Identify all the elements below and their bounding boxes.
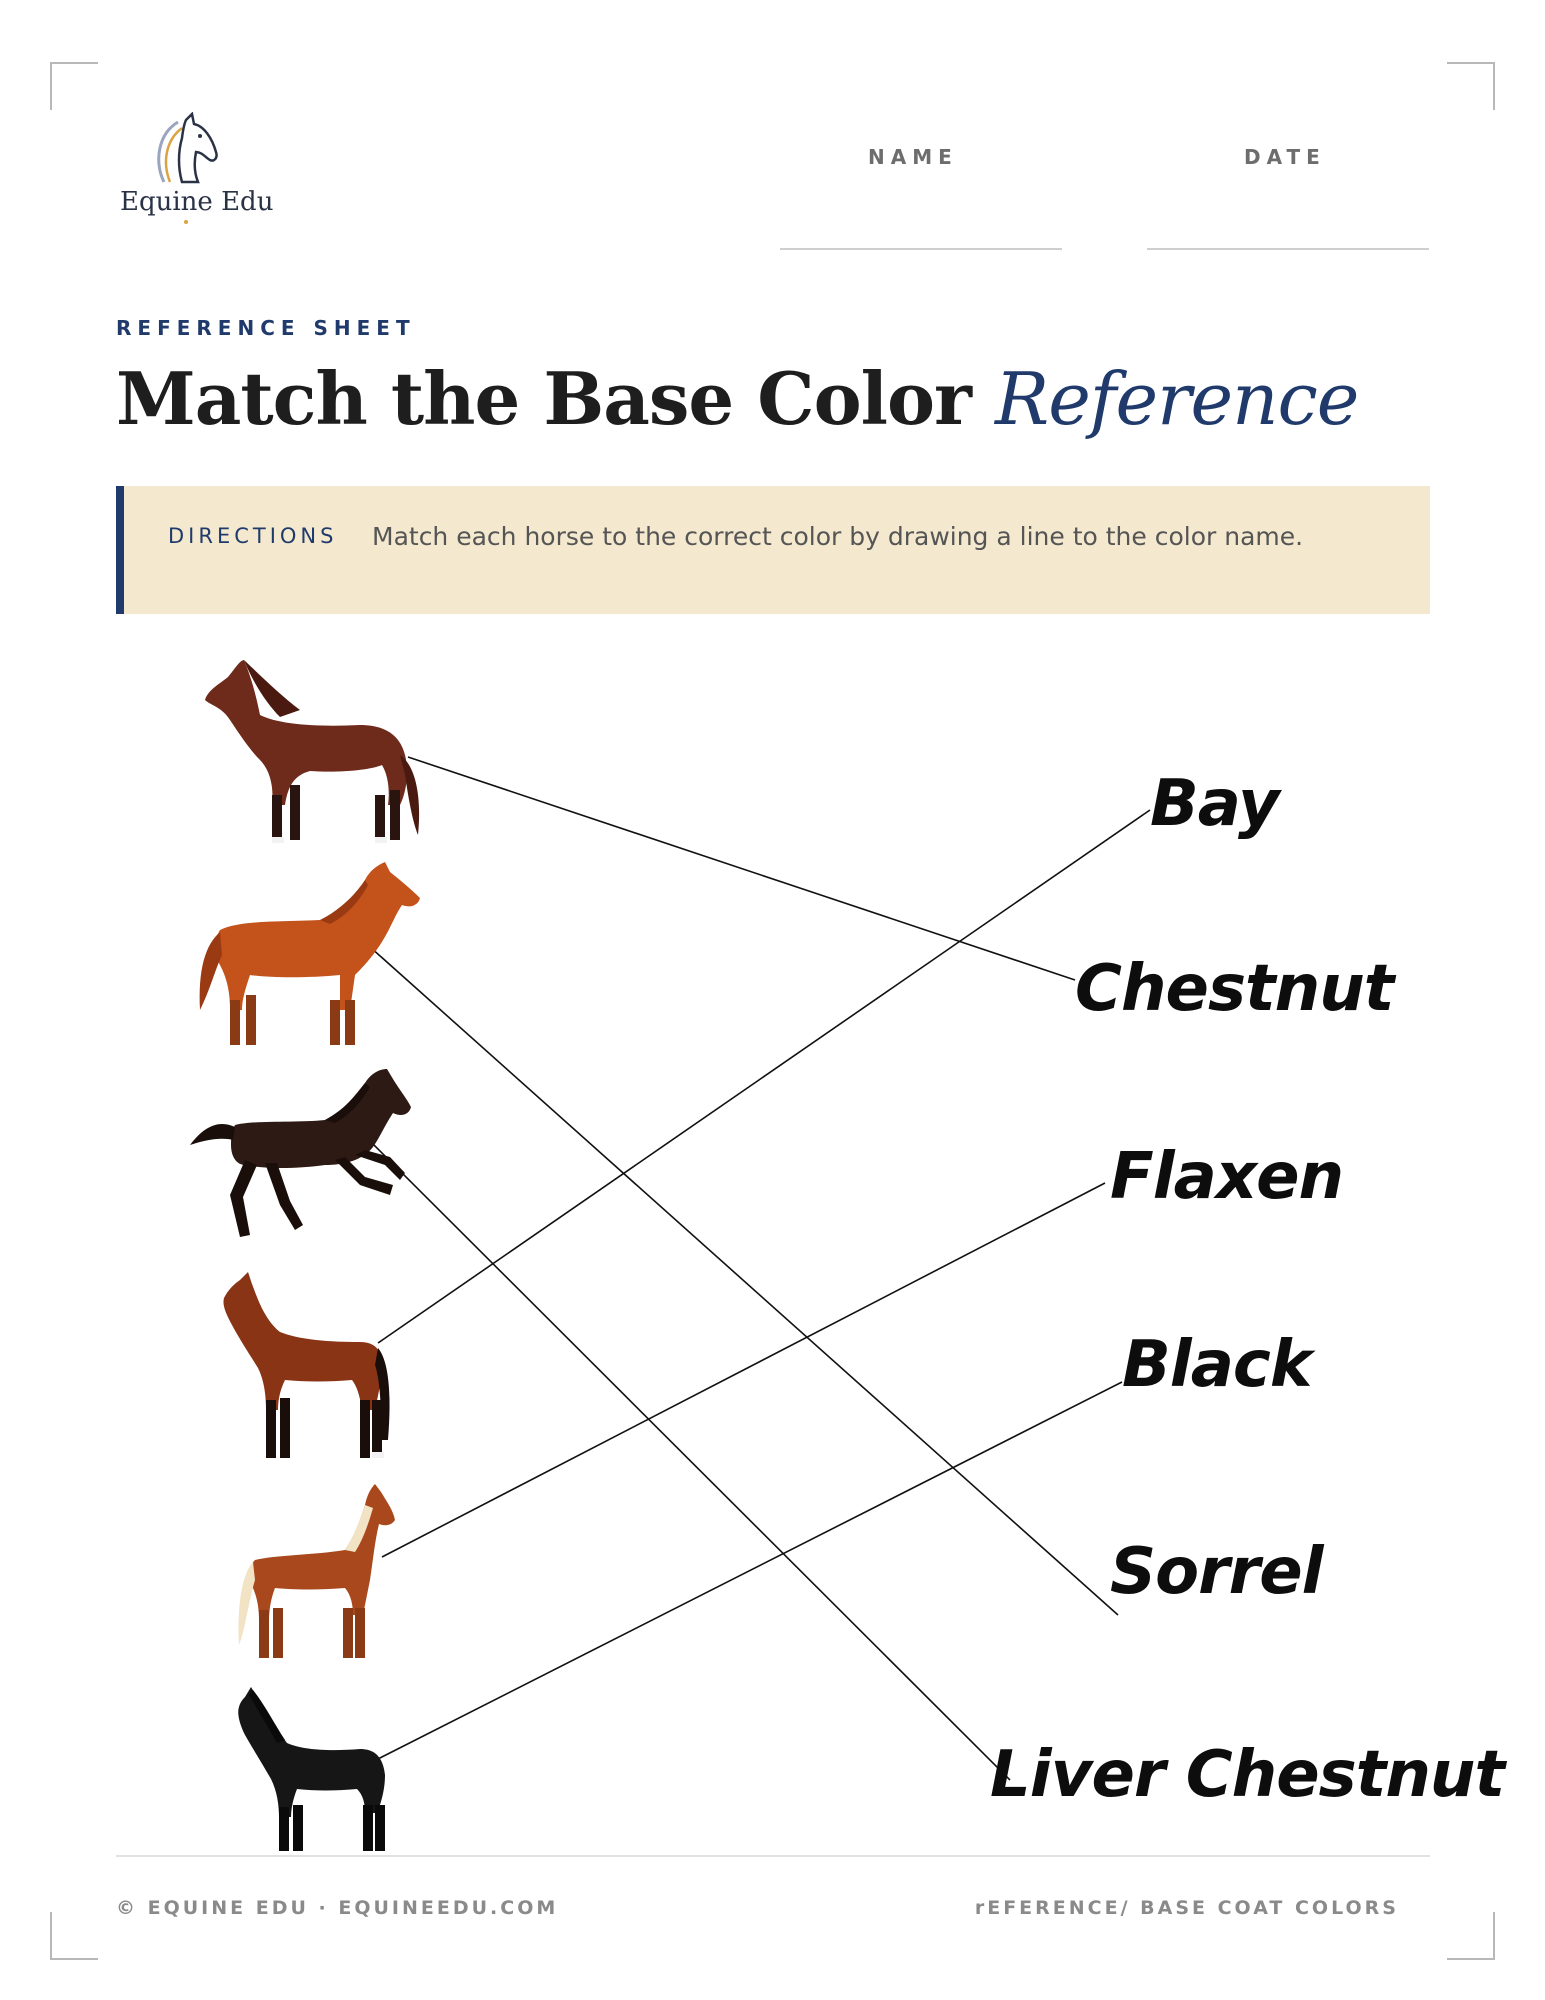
match-line-4 (378, 810, 1150, 1343)
horse-standing-icon[interactable] (225, 1685, 395, 1855)
title-accent: Reference (994, 357, 1359, 441)
name-label: NAME (868, 145, 958, 169)
answer-liver-chestnut[interactable]: Liver Chestnut (990, 1738, 1505, 1812)
answer-black[interactable]: Black (1122, 1328, 1312, 1402)
footer-section-label: rEFERENCE/ BASE COAT COLORS (974, 1897, 1399, 1919)
match-line-3 (372, 1143, 1010, 1780)
horse-standing-icon[interactable] (210, 1270, 400, 1465)
answer-chestnut[interactable]: Chestnut (1075, 952, 1394, 1026)
brand-name: Equine Edu (120, 187, 274, 217)
horse-standing-icon[interactable] (190, 860, 430, 1050)
horse-galloping-icon[interactable] (185, 1065, 415, 1240)
horse-2 (200, 862, 420, 1045)
title-main: Match the Base Color (116, 356, 971, 441)
horse-5 (239, 1484, 395, 1658)
horse-6 (238, 1687, 385, 1851)
footer-divider (116, 1855, 1430, 1857)
directions-text: Match each horse to the correct color by drawing a line to the color name. (372, 522, 1304, 551)
answer-bay[interactable]: Bay (1150, 767, 1279, 841)
horse-1 (205, 660, 419, 843)
eyebrow-label: REFERENCE SHEET (116, 316, 416, 340)
horse-standing-icon[interactable] (215, 1480, 400, 1665)
answer-flaxen[interactable]: Flaxen (1110, 1140, 1344, 1214)
horse-3 (190, 1069, 411, 1237)
directions-label: DIRECTIONS (168, 524, 338, 548)
date-label: DATE (1244, 145, 1326, 169)
match-line-6 (372, 1382, 1122, 1762)
horse-standing-icon[interactable] (200, 655, 430, 850)
match-line-5 (382, 1183, 1105, 1557)
footer-copyright: © EQUINE EDU · EQUINEEDU.COM (116, 1897, 559, 1919)
horse-4 (223, 1272, 389, 1458)
match-line-1 (408, 757, 1075, 980)
answer-sorrel[interactable]: Sorrel (1110, 1535, 1323, 1609)
